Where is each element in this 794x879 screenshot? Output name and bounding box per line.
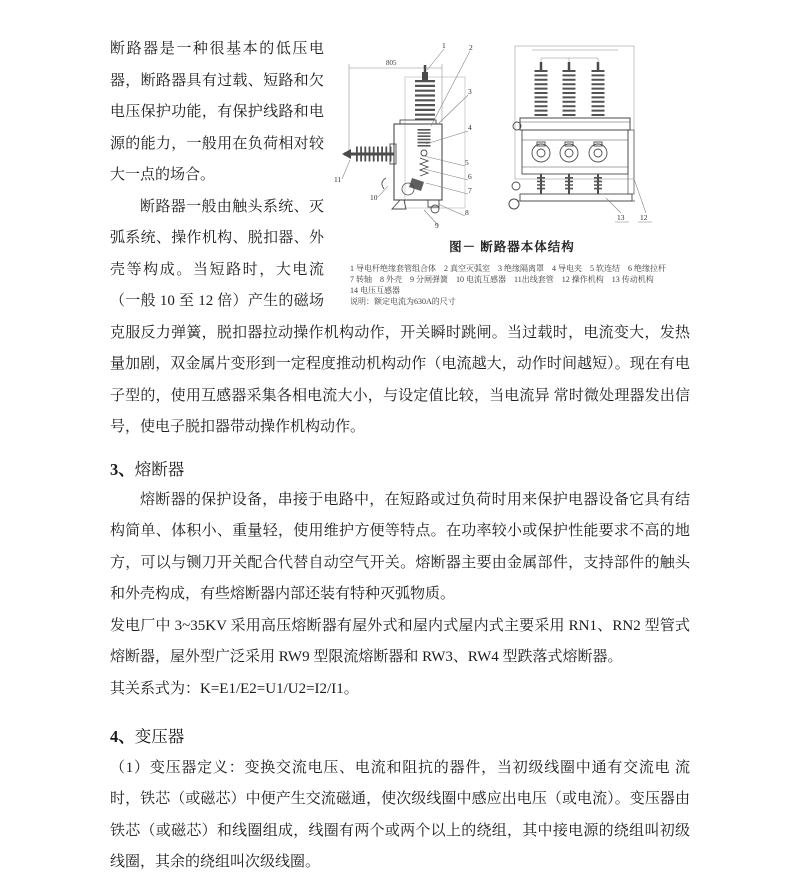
callout-6: 6 <box>468 172 472 181</box>
paragraph-formula: 其关系式为：K=E1/E2=U1/U2=I2/I1。 <box>110 680 359 697</box>
callout-10: 10 <box>370 193 378 202</box>
callout-2: 2 <box>469 43 473 52</box>
callout-9: 9 <box>435 221 439 230</box>
figure-legend <box>334 263 690 307</box>
callout-12: 12 <box>640 213 648 222</box>
section-heading-transformer <box>110 721 690 752</box>
callout-4: 4 <box>468 123 472 132</box>
section-title: 熔断器 <box>134 459 185 479</box>
breaker-diagram <box>334 36 690 232</box>
legend-line-1: 1 导电杆绝缘套管组合体 2 真空灭弧室 3 绝缘隔离罩 4 导电夹 5 软连结 6 绝缘拉杆 <box>350 263 666 273</box>
breaker-structure-figure <box>334 36 690 307</box>
paragraph-fuse-types: 发电厂中 3~35KV 采用高压熔断器有屋外式和屋内式屋内式主要采用 RN1、RN2 型管式熔断器，屋外型广泛采用 RW9 型限流熔断器和 RW3、RW4 型跌落式熔断器。 <box>110 617 690 666</box>
section-number: 3、 <box>110 459 135 479</box>
paragraph-breaker-composition: 断路器一般由触头系统、灭弧系统、操作机构、脱扣器、外壳等构成。当短路时，大电流（一般 10 至 12 倍）产生的磁场克服反力弹簧，脱扣器拉动操作机构动作，开关瞬时跳闸。当过载时，电流变大，发热量加剧，双金属片变形到一定程度推动机构动作（电流越大，动作时间越短）。现在有电子型的，使用互感器采集各相电流大小，与设定值比较，当电流异 常时微处理器发出信号，使电子脱扣器带动操作机构动作。 <box>110 198 690 435</box>
paragraph-breaker-intro: 断路器是一种很基本的低压电器，断路器具有过载、短路和欠电压保护功能，有保护线路和电源的能力，一般用在负荷相对较大一点的场合。 <box>110 41 324 183</box>
breaker-side-view <box>334 41 473 230</box>
legend-line-4: 说明：额定电流为630A的尺寸 <box>350 296 456 306</box>
callout-1: 1 <box>442 41 446 50</box>
callout-7: 7 <box>468 186 472 195</box>
dimension-label: 805 <box>386 59 397 67</box>
callout-11: 11 <box>334 175 342 184</box>
section-number: 4、 <box>110 727 135 747</box>
callout-5: 5 <box>465 158 469 167</box>
breaker-front-view <box>509 46 652 222</box>
callout-13: 13 <box>617 213 625 222</box>
paragraph-transformer-definition: （1）变压器定义：变换交流电压、电流和阻抗的器件，当初级线圈中通有交流电 流时，铁芯（或磁芯）中便产生交流磁通，使次级线圈中感应出电压（或电流）。变压器由铁芯（或磁芯）和线圈组成，线圈有两个或两个以上的绕组，其中接电源的绕组叫初级线圈，其余的绕组叫次级线圈。 <box>110 759 690 871</box>
callout-8: 8 <box>465 208 469 217</box>
legend-line-3: 14 电压互感器 <box>350 285 400 295</box>
section-heading-fuse <box>110 454 690 485</box>
legend-line-2: 7 转轴 8 外壳 9 分闸弹簧 10 电流互感器 11出线套管 12 操作机构 13 传动机构 <box>350 274 654 284</box>
paragraph-fuse-description: 熔断器的保护设备，串接于电路中，在短路或过负荷时用来保护电器设备它具有结构简单、体积小、重量轻，使用维护方便等特点。在功率较小或保护性能要求不高的地方，可以与铡刀开关配合代替自动空气开关。熔断器主要由金属部件，支持部件的触头和外壳构成，有些熔断器内部还装有特种灭弧物质。 <box>110 491 690 603</box>
section-title: 变压器 <box>134 727 185 747</box>
figure-caption: 图－ 断路器本体结构 <box>449 240 575 254</box>
callout-3: 3 <box>468 87 472 96</box>
